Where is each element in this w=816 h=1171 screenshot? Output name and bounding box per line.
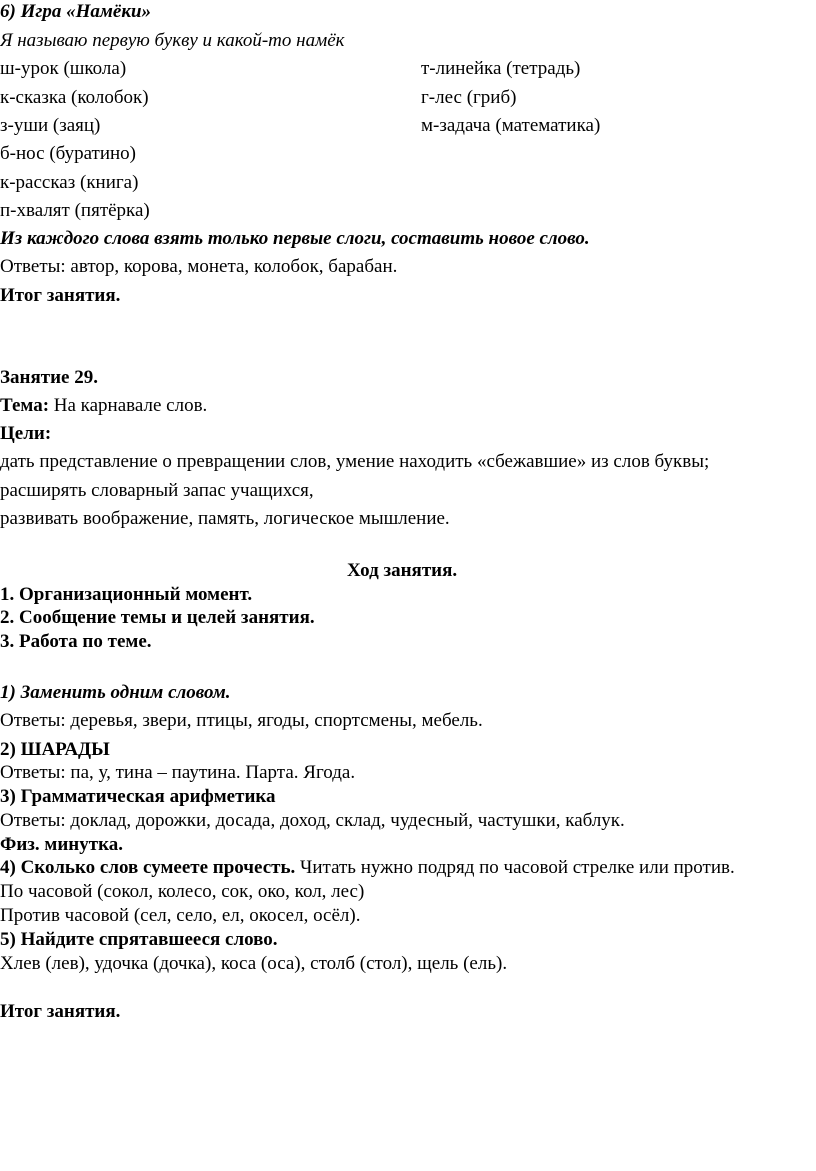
step-item: 3. Работа по теме. bbox=[0, 631, 152, 652]
game-title: 6) Игра «Намёки» bbox=[0, 1, 152, 22]
lesson-title: Занятие 29. bbox=[0, 367, 98, 388]
hint-item: г-лес (гриб) bbox=[421, 87, 517, 108]
topic-label: Тема: bbox=[0, 395, 50, 416]
goal-item: развивать воображение, память, логическое мышление. bbox=[0, 508, 450, 529]
task-4-counterclockwise: Против часовой (сел, село, ел, окосел, осёл). bbox=[0, 905, 361, 926]
step-item: 1. Организационный момент. bbox=[0, 584, 253, 605]
hint-item: м-задача (математика) bbox=[421, 115, 601, 136]
lesson-summary: Итог занятия. bbox=[0, 1001, 121, 1022]
task-4-text: Читать нужно подряд по часовой стрелке или против. bbox=[295, 857, 735, 878]
hint-item: з-уши (заяц) bbox=[0, 115, 101, 136]
hint-item: к-сказка (колобок) bbox=[0, 87, 149, 108]
task-3-title: 3) Грамматическая арифметика bbox=[0, 786, 276, 807]
hint-item: ш-урок (школа) bbox=[0, 58, 127, 79]
game-intro: Я называю первую букву и какой-то намёк bbox=[0, 30, 345, 51]
progress-title: Ход занятия. bbox=[347, 560, 458, 581]
hint-item: б-нос (буратино) bbox=[0, 143, 136, 164]
task-3-answers: Ответы: доклад, дорожки, досада, доход, склад, чудесный, частушки, каблук. bbox=[0, 810, 625, 831]
task-4 bbox=[0, 856, 735, 880]
goals-label: Цели: bbox=[0, 423, 52, 444]
game-summary: Итог занятия. bbox=[0, 285, 121, 306]
task-4-title: 4) Сколько слов сумеете прочесть. bbox=[0, 857, 296, 878]
game-answers: Ответы: автор, корова, монета, колобок, барабан. bbox=[0, 256, 398, 277]
step-item: 2. Сообщение темы и целей занятия. bbox=[0, 607, 315, 628]
task-2-title: 2) ШАРАДЫ bbox=[0, 739, 110, 760]
goal-item: дать представление о превращении слов, умение находить «сбежавшие» из слов буквы; bbox=[0, 451, 710, 472]
hint-item: т-линейка (тетрадь) bbox=[421, 58, 581, 79]
task-5-answers: Хлев (лев), удочка (дочка), коса (оса), столб (стол), щель (ель). bbox=[0, 953, 508, 974]
task-1-answers: Ответы: деревья, звери, птицы, ягоды, спортсмены, мебель. bbox=[0, 710, 483, 731]
hint-item: п-хвалят (пятёрка) bbox=[0, 200, 150, 221]
task-1-title: 1) Заменить одним словом. bbox=[0, 682, 231, 703]
lesson-topic bbox=[0, 394, 207, 418]
game-task: Из каждого слова взять только первые слоги, составить новое слово. bbox=[0, 228, 590, 249]
topic-text: На карнавале слов. bbox=[49, 395, 208, 416]
hint-item: к-рассказ (книга) bbox=[0, 172, 139, 193]
task-4-clockwise: По часовой (сокол, колесо, сок, око, кол, лес) bbox=[0, 881, 365, 902]
goal-item: расширять словарный запас учащихся, bbox=[0, 480, 314, 501]
phys-minute: Физ. минутка. bbox=[0, 834, 123, 855]
task-5-title: 5) Найдите спрятавшееся слово. bbox=[0, 929, 278, 950]
task-2-answers: Ответы: па, у, тина – паутина. Парта. Ягода. bbox=[0, 762, 356, 783]
